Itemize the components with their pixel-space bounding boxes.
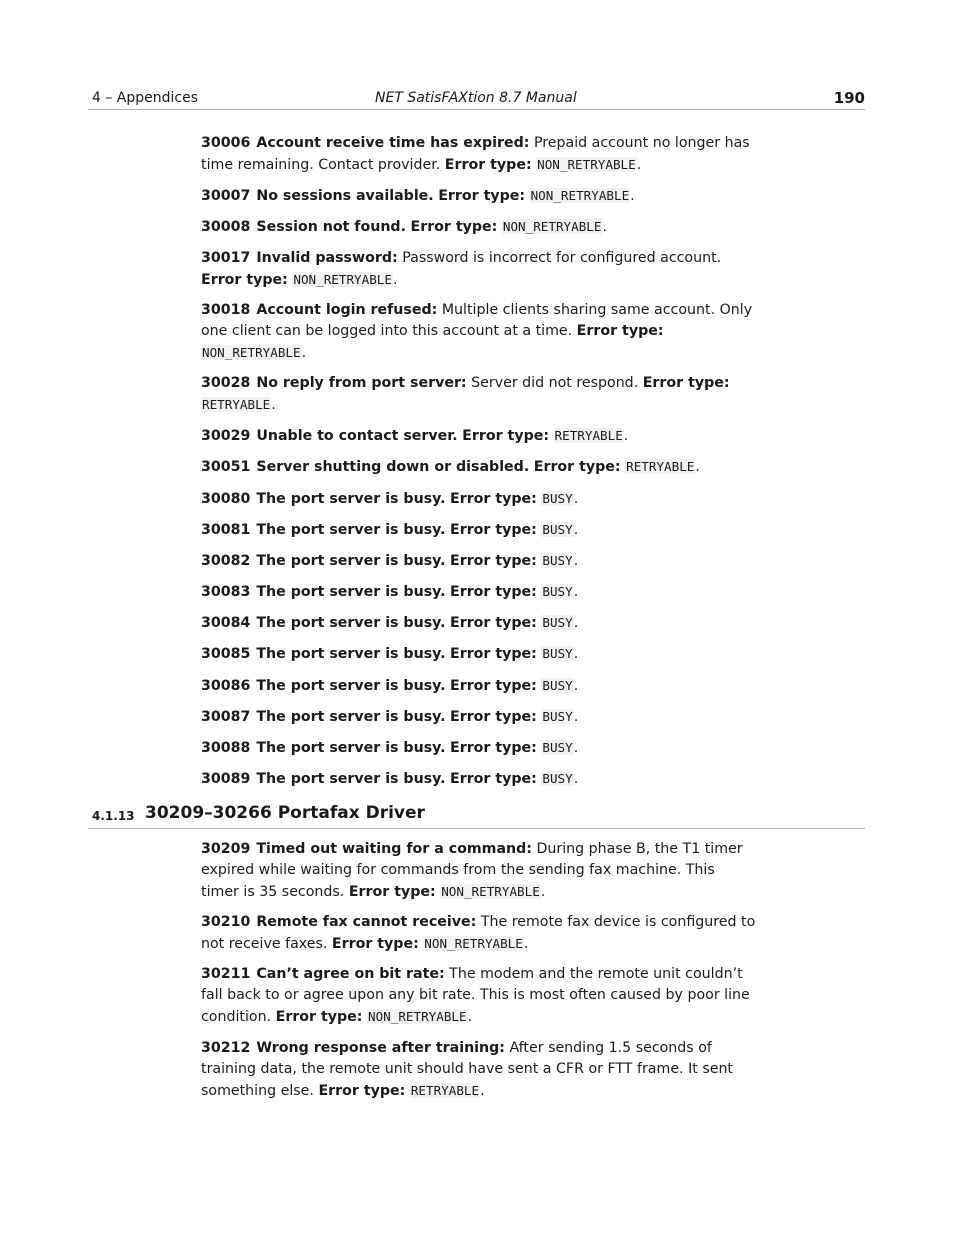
- error-type-value: BUSY: [542, 740, 573, 755]
- error-type-value: NON_RETRYABLE: [293, 271, 392, 287]
- error-title: The port server is busy.: [256, 615, 446, 632]
- error-type-label: Error type:: [201, 271, 288, 288]
- error-code: 30007: [201, 188, 251, 205]
- error-type-value: NON_RETRYABLE: [530, 188, 630, 204]
- error-code: 30087: [201, 708, 251, 725]
- error-entry: 30017 Invalid password: Password is incorrect for configured account. Error type: NON_RETRYABLE.: [201, 249, 722, 288]
- error-type-value: BUSY: [542, 521, 573, 537]
- error-type-label: Error type:: [444, 157, 532, 173]
- error-entry: 30212 Wrong response after training: After sending 1.5 seconds of training data, the remote unit should have sent a CFR or FTT frame. It sent something else. Error type: RETRYABLE.: [201, 1039, 733, 1099]
- error-type-value: NON_RETRYABLE: [368, 1009, 467, 1025]
- error-type-value: BUSY: [542, 708, 573, 724]
- error-description: Server did not respond.: [471, 374, 639, 391]
- error-description: Multiple clients sharing same account. Only one client can be logged into this account at a time.: [201, 301, 753, 339]
- error-type-label: Error type:: [450, 677, 537, 694]
- error-entry: 30028 No reply from port server: Server did not respond. Error type: RETRYABLE.: [201, 374, 730, 413]
- error-type-value: BUSY: [542, 677, 573, 693]
- error-code: 30083: [201, 584, 251, 601]
- error-entry: 30007 No sessions available. Error type: NON_RETRYABLE.: [201, 188, 635, 205]
- error-code: 30088: [201, 740, 251, 756]
- error-entry: 30088 The port server is busy. Error type: BUSY.: [201, 740, 579, 756]
- error-title: Can’t agree on bit rate:: [256, 966, 445, 983]
- error-code: 30211: [201, 966, 251, 983]
- error-entry: 30082 The port server is busy. Error type: BUSY.: [201, 552, 579, 569]
- error-code: 30051: [201, 459, 251, 476]
- error-type-label: Error type:: [450, 740, 537, 756]
- error-title: Account login refused:: [256, 301, 438, 318]
- error-code: 30210: [201, 914, 251, 931]
- error-type-value: NON_RETRYABLE: [424, 936, 523, 952]
- error-type-label: Error type:: [275, 1009, 363, 1026]
- manual-title: NET SatisFAXtion 8.7 Manual: [375, 90, 577, 106]
- error-code: 30008: [201, 219, 251, 236]
- error-title: Account receive time has expired:: [256, 135, 530, 151]
- error-title: The port server is busy.: [256, 646, 446, 663]
- error-type-label: Error type:: [462, 428, 550, 445]
- error-type-label: Error type:: [438, 188, 526, 205]
- error-description: During phase B, the T1 timer expired while waiting for commands from the sending fax machine. This timer is 35 seconds.: [201, 841, 743, 900]
- error-entry: 30209 Timed out waiting for a command: During phase B, the T1 timer expired while waiting for commands from the sending fax machine. This timer is 35 seconds. Error type: NON_RETRYABLE.: [201, 841, 743, 900]
- error-title: The port server is busy.: [256, 677, 446, 694]
- error-description: Password is incorrect for configured account.: [402, 249, 722, 266]
- error-title: The port server is busy.: [256, 584, 446, 601]
- error-type-value: NON_RETRYABLE: [202, 344, 301, 360]
- error-entry: 30085 The port server is busy. Error type: BUSY.: [201, 646, 579, 663]
- error-type-value: BUSY: [542, 615, 573, 631]
- error-type-value: RETRYABLE: [410, 1082, 480, 1098]
- page-header: [88, 88, 865, 110]
- error-description: After sending 1.5 seconds of training data, the remote unit should have sent a CFR or FTT frame. It sent something else.: [201, 1039, 733, 1099]
- error-type-label: Error type:: [450, 490, 537, 507]
- section-number: 4.1.13: [92, 809, 135, 823]
- error-entry: 30089 The port server is busy. Error type: BUSY.: [201, 771, 579, 788]
- error-entry: 30210 Remote fax cannot receive: The remote fax device is configured to not receive faxes. Error type: NON_RETRYABLE.: [201, 914, 756, 953]
- error-code: 30028: [201, 374, 251, 391]
- error-entry: 30081 The port server is busy. Error type: BUSY.: [201, 521, 579, 538]
- error-type-value: NON_RETRYABLE: [537, 157, 636, 172]
- error-type-label: Error type:: [450, 552, 537, 569]
- error-type-label: Error type:: [450, 521, 537, 538]
- error-title: Timed out waiting for a command:: [256, 841, 532, 857]
- error-type-value: BUSY: [542, 771, 573, 787]
- error-title: No sessions available.: [256, 188, 434, 205]
- error-title: The port server is busy.: [256, 490, 446, 507]
- error-title: No reply from port server:: [256, 374, 467, 391]
- error-title: Invalid password:: [256, 249, 398, 266]
- error-title: The port server is busy.: [256, 740, 446, 756]
- error-title: The port server is busy.: [256, 771, 446, 788]
- error-code: 30086: [201, 677, 251, 694]
- error-entry: 30006 Account receive time has expired: Prepaid account no longer has time remaining. Contact provider. Error type: NON_RETRYABLE.: [201, 135, 750, 173]
- error-title: Session not found.: [256, 219, 406, 236]
- error-type-label: Error type:: [348, 884, 436, 900]
- error-title: Unable to contact server.: [256, 428, 458, 445]
- error-code: 30082: [201, 552, 251, 569]
- error-type-label: Error type:: [533, 459, 621, 476]
- error-code: 30080: [201, 490, 251, 507]
- error-code: 30006: [201, 135, 251, 151]
- error-type-label: Error type:: [642, 374, 730, 391]
- error-entry: 30083 The port server is busy. Error type: BUSY.: [201, 584, 579, 601]
- error-type-label: Error type:: [450, 708, 537, 725]
- error-code: 30081: [201, 521, 251, 538]
- error-code: 30018: [201, 301, 251, 318]
- error-title: Remote fax cannot receive:: [256, 914, 477, 931]
- error-type-value: RETRYABLE: [626, 459, 695, 475]
- error-type-label: Error type:: [450, 771, 537, 788]
- error-code-list-top: [201, 133, 757, 799]
- error-type-value: BUSY: [542, 584, 573, 600]
- section-title: 30209–30266 Portafax Driver: [145, 803, 425, 823]
- page-number: 190: [833, 89, 865, 107]
- error-type-value: RETRYABLE: [202, 396, 271, 412]
- error-type-value: BUSY: [542, 646, 573, 662]
- error-type-value: NON_RETRYABLE: [441, 884, 540, 899]
- error-code: 30212: [201, 1039, 251, 1056]
- error-type-value: NON_RETRYABLE: [502, 219, 602, 235]
- error-type-value: BUSY: [542, 490, 573, 506]
- error-entry: 30211 Can’t agree on bit rate: The modem and the remote unit couldn’t fall back to or agree upon any bit rate. This is most often caused by poor line condition. Error type: NON_RETRYABLE.: [201, 966, 750, 1026]
- error-title: The port server is busy.: [256, 708, 446, 725]
- error-entry: 30029 Unable to contact server. Error type: RETRYABLE.: [201, 428, 629, 445]
- error-entry: 30018 Account login refused: Multiple clients sharing same account. Only one client can be logged into this account at a time. Error type: NON_RETRYABLE.: [201, 301, 753, 361]
- error-entry: 30080 The port server is busy. Error type: BUSY.: [201, 490, 579, 507]
- error-title: The port server is busy.: [256, 552, 446, 569]
- error-type-label: Error type:: [318, 1082, 406, 1099]
- error-title: The port server is busy.: [256, 521, 446, 538]
- error-type-label: Error type:: [410, 219, 498, 236]
- error-entry: 30087 The port server is busy. Error type: BUSY.: [201, 708, 579, 725]
- error-code: 30089: [201, 771, 251, 788]
- error-code: 30085: [201, 646, 251, 663]
- error-type-value: RETRYABLE: [554, 428, 623, 444]
- error-code: 30029: [201, 428, 251, 445]
- error-title: Server shutting down or disabled.: [256, 459, 530, 476]
- error-entry: 30086 The port server is busy. Error type: BUSY.: [201, 677, 579, 694]
- error-type-label: Error type:: [331, 936, 419, 953]
- error-entry: 30084 The port server is busy. Error type: BUSY.: [201, 615, 579, 632]
- error-entry: 30008 Session not found. Error type: NON_RETRYABLE.: [201, 219, 607, 236]
- error-code-list-bottom: [201, 839, 757, 1111]
- error-type-label: Error type:: [576, 322, 664, 339]
- error-type-label: Error type:: [450, 584, 537, 601]
- error-type-value: BUSY: [542, 552, 573, 568]
- error-code: 30017: [201, 249, 251, 266]
- error-description: The modem and the remote unit couldn’t fall back to or agree upon any bit rate. This is most often caused by poor line condition.: [201, 966, 750, 1026]
- error-title: Wrong response after training:: [256, 1039, 505, 1056]
- error-code: 30209: [201, 841, 251, 857]
- error-type-label: Error type:: [450, 646, 537, 663]
- error-type-label: Error type:: [450, 615, 537, 632]
- error-description: The remote fax device is configured to not receive faxes.: [201, 914, 756, 953]
- chapter-label: 4 – Appendices: [92, 90, 199, 106]
- error-description: Prepaid account no longer has time remaining. Contact provider.: [201, 135, 750, 173]
- error-entry: 30051 Server shutting down or disabled. Error type: RETRYABLE.: [201, 459, 700, 476]
- section-heading: [88, 803, 865, 829]
- error-code: 30084: [201, 615, 251, 632]
